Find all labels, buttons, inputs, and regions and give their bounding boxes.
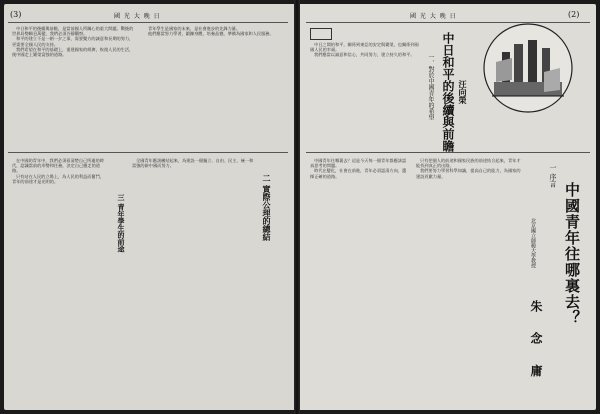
running-header-right: 國 光 大 晚 日 — [410, 13, 457, 20]
section-heading: 三 青年學生的前途 — [117, 194, 126, 253]
paragraph: 和平的建立不是一朝一夕之事，需要雙方的誠意和長期的努力，更需要全國人民的支持。 — [12, 36, 134, 47]
small-box — [310, 28, 332, 40]
left-page — [4, 4, 294, 410]
paragraph: 中國青年往哪裏去？這是今天每一個青年都應該認真思考的問題。 — [310, 158, 407, 169]
author-affiliation: 北京國立師範大學教授 — [530, 218, 536, 268]
paragraph: 我們希望在和平的基礎上，重建國家的經濟，恢復人民的生活，使中國走上繁榮富強的道路。 — [12, 46, 134, 58]
section-heading: 二 實際公理的總結 — [262, 174, 272, 241]
right-page — [300, 4, 596, 410]
paragraph: 中日和平的後續與前瞻，是當前國人所關心的重大問題。戰後的世界局勢瞬息萬變，我們必須冷靜觀察。 — [12, 26, 134, 37]
text-column — [416, 158, 524, 406]
header-rule — [8, 22, 288, 23]
page-number-right: (2) — [568, 10, 580, 19]
section-label: 一 序言 — [549, 164, 557, 188]
paragraph: 中日之間的和平，關係到東亞的安定與繁榮，也關係到兩國人民的幸福。 — [310, 42, 419, 53]
paragraph: 我們應當以誠意和信心，共同努力，建立持久的和平。 — [314, 52, 415, 58]
section-rule — [8, 152, 288, 153]
text-column — [310, 158, 410, 406]
author-name: 汪向榮 — [458, 80, 468, 104]
paragraph: 我們要努力學習科學知識，提高自己的能力，為國家的建設貢獻力量。 — [416, 168, 521, 179]
paragraph: 青年學生是國家的未來，是社會進步的先鋒力量。 — [148, 26, 241, 31]
article-subtitle: 一、對於中國青年的希望 — [427, 54, 434, 120]
paragraph: 他們應當努力學習，鍛鍊身體，培養品德，準備為國家和人民服務。 — [148, 31, 274, 37]
factory-illustration — [482, 22, 574, 114]
main-author-name: 朱 念 庸 — [529, 300, 543, 385]
paragraph: 在中國的青年中，我們必須看清楚自己所處的時代，認識當前的形勢和任務，決定自己應走的道路。 — [12, 158, 104, 174]
section-rule — [306, 152, 590, 153]
text-column — [132, 158, 254, 406]
paragraph: 只有站在人民的立場上，為人民的利益而奮鬥，青年的前途才是光明的。 — [12, 173, 104, 184]
text-column — [12, 26, 136, 146]
paragraph: 時代在變化，社會在前進，青年必須認清方向，選擇正確的道路。 — [310, 168, 407, 179]
page-number-left: (3) — [10, 10, 22, 19]
paragraph: 全國青年應該團結起來，為建設一個獨立、自由、民主、統一和富強的新中國而努力。 — [132, 158, 254, 169]
paragraph: 只有把個人的前途和國家民族的前途結合起來，青年才能找到真正的出路。 — [416, 158, 521, 169]
article-title: 中日和平的後續與前瞻 — [441, 32, 455, 152]
text-column — [144, 26, 284, 146]
text-column — [310, 42, 420, 146]
running-header-left: 國 光 大 晚 日 — [114, 13, 161, 20]
text-column — [12, 158, 108, 406]
main-article-title: 中國青年往哪裏去？ — [563, 182, 581, 326]
